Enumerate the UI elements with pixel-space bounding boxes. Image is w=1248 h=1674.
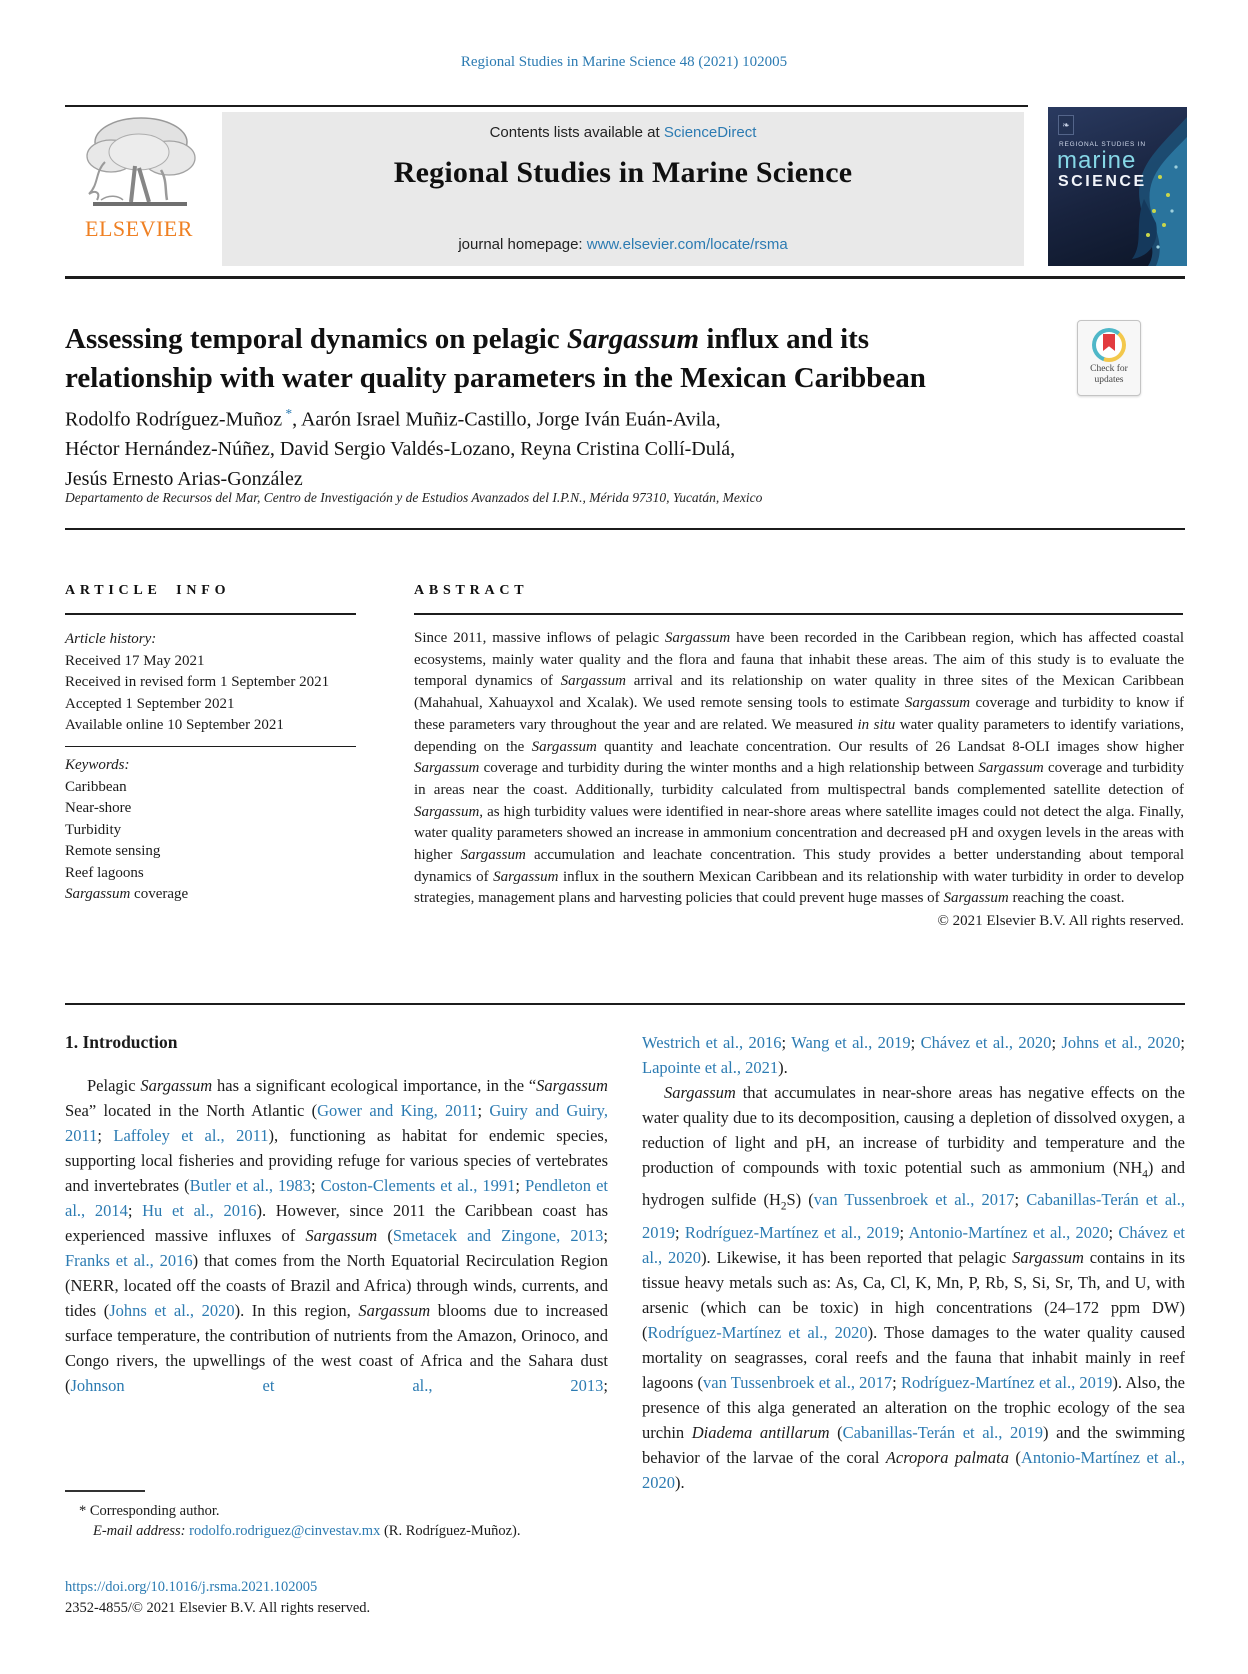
- inline-link[interactable]: Antonio-Martínez et al., 2020: [908, 1222, 1109, 1242]
- inline-link[interactable]: Rodríguez-Martínez et al., 2020: [647, 1322, 868, 1342]
- abstract-block: [414, 628, 1184, 933]
- abstract-bottom-rule: [65, 1003, 1185, 1005]
- inline-link[interactable]: van Tussenbroek et al., 2017: [703, 1372, 893, 1392]
- info-divider-rule: [65, 746, 356, 748]
- body-columns: [65, 1030, 1185, 1495]
- bottom-identifiers: [65, 1577, 665, 1619]
- inline-link[interactable]: Rodríguez-Martínez et al., 2019: [900, 1372, 1113, 1392]
- inline-link[interactable]: Cabanillas-Terán et al., 2019: [842, 1422, 1044, 1442]
- article-history-label: Article history:: [65, 631, 157, 647]
- inline-link[interactable]: Rodríguez-Martínez et al., 2019: [684, 1222, 900, 1242]
- keyword-item: Turbidity: [65, 821, 122, 838]
- inline-link[interactable]: Johns et al., 2020: [1061, 1033, 1181, 1052]
- journal-cover-thumbnail: [1048, 107, 1187, 266]
- keywords-list: [65, 777, 380, 906]
- article-info-heading: ARTICLE INFO: [65, 583, 231, 598]
- inline-link[interactable]: Smetacek and Zingone, 2013: [392, 1226, 604, 1245]
- abstract-copyright: © 2021 Elsevier B.V. All rights reserved.: [937, 913, 1184, 930]
- inline-link[interactable]: Johnson et al., 2013: [70, 1376, 604, 1395]
- masthead-top-rule: [65, 105, 1028, 107]
- inline-link[interactable]: *: [282, 406, 293, 421]
- footnote-block: [65, 1490, 608, 1541]
- sciencedirect-link[interactable]: ScienceDirect: [663, 124, 757, 141]
- contents-line: [222, 124, 1024, 141]
- inline-link[interactable]: Antonio-Martínez et al., 2020: [642, 1447, 1186, 1492]
- title-section-rule: [65, 528, 1185, 530]
- inline-link[interactable]: Wang et al., 2019: [791, 1033, 911, 1052]
- cover-title-marine: marine: [1057, 147, 1137, 174]
- inline-link[interactable]: Coston-Clements et al., 1991: [320, 1176, 516, 1195]
- cover-kicker: REGIONAL STUDIES IN: [1059, 141, 1146, 148]
- inline-link[interactable]: Johns et al., 2020: [109, 1301, 235, 1320]
- affiliation: Departamento de Recursos del Mar, Centro de Investigación y de Estudios Avanzados del I.P.N., Mérida 97310, Yucatán, Mexico: [65, 490, 763, 505]
- author-list: Rodolfo Rodríguez-Muñoz *, Aarón Israel Muñiz-Castillo, Jorge Iván Euán-Avila, Héctor Hernández-Núñez, David Sergio Valdés-Lozano, Reyna Cristina Collí-Dulá, Jesús Ernesto Arias-González: [65, 406, 736, 490]
- article-history-item: Received 17 May 2021: [65, 652, 205, 669]
- footnote-rule: [65, 1490, 145, 1492]
- corresponding-author-note: * Corresponding author.: [79, 1502, 220, 1519]
- inline-link[interactable]: Gower and King, 2011: [317, 1101, 478, 1120]
- section-heading-introduction: 1. Introduction: [65, 1032, 178, 1052]
- article-history-item: Received in revised form 1 September 2021: [65, 674, 330, 690]
- abstract-text: Since 2011, massive inflows of pelagic Sargassum have been recorded in the Caribbean region, which has affected coastal ecosystems, mainly water quality and the flora and fauna that inhabit these areas. The aim of this study is to evaluate the temporal dynamics of Sargassum arrival and its relationship on water quality in three sites of the Mexican Caribbean (Mahahual, Xahuayxol and Xcalak). We used remote sensing tools to estimate Sargassum coverage and turbidity to know if these parameters vary throughout the year and are related. We measured in situ water quality parameters to identify variations, depending on the Sargassum quantity and leachate concentration. Our results of 26 Landsat 8-OLI images show higher Sargassum coverage and turbidity during the winter months and a high relationship between Sargassum coverage and turbidity in areas near the coast. Additionally, turbidity calculated from multispectral bands complemented satellite detection of Sargassum, as high turbidity values were identified in near-shore areas where satellite images could not detect the alga. Finally, water quality parameters showed an increase in ammonium concentration and decreased pH and oxygen levels in the areas with higher Sargassum accumulation and leachate concentration. This study provides a better understanding about temporal dynamics of Sargassum influx in the southern Mexican Caribbean and its relationship with water turbidity in order to develop strategies, management plans and harvesting policies that could prevent huge masses of Sargassum reaching the coast.: [414, 630, 1185, 907]
- inline-link[interactable]: Guiry and Guiry, 2011: [65, 1101, 608, 1145]
- homepage-line: [222, 236, 1024, 253]
- masthead-bottom-rule: [65, 276, 1185, 279]
- email-address-line: E-mail address: rodolfo.rodriguez@cinvestav.mx (R. Rodríguez-Muñoz).: [93, 1522, 521, 1539]
- inline-link[interactable]: van Tussenbroek et al., 2017: [813, 1190, 1015, 1210]
- journal-homepage-link[interactable]: www.elsevier.com/locate/rsma: [586, 236, 788, 253]
- elsevier-tree-icon: [65, 112, 213, 214]
- keywords-label: Keywords:: [65, 757, 130, 773]
- inline-link[interactable]: Laffoley et al., 2011: [113, 1126, 269, 1145]
- article-history-item: Available online 10 September 2021: [65, 717, 284, 733]
- check-for-updates-badge[interactable]: [1077, 320, 1141, 396]
- inline-link[interactable]: Chávez et al., 2020: [920, 1033, 1052, 1052]
- doi-link[interactable]: https://doi.org/10.1016/j.rsma.2021.102005: [65, 1579, 318, 1595]
- body-left-column: [65, 1030, 608, 1495]
- abstract-heading: ABSTRACT: [414, 583, 529, 598]
- keyword-item: Caribbean: [65, 778, 127, 795]
- keyword-item: Remote sensing: [65, 843, 161, 859]
- running-head-citation: Regional Studies in Marine Science 48 (2021) 102005: [460, 54, 788, 70]
- article-history-item: Accepted 1 September 2021: [65, 695, 235, 712]
- keyword-item: Near-shore: [65, 800, 132, 816]
- cover-title-science: SCIENCE: [1058, 173, 1147, 190]
- article-history-list: [65, 651, 380, 737]
- inline-link[interactable]: Pendleton et al., 2014: [65, 1176, 608, 1220]
- journal-title: Regional Studies in Marine Science: [393, 156, 853, 189]
- keyword-item: Reef lagoons: [65, 864, 144, 881]
- inline-link[interactable]: Franks et al., 2016: [65, 1251, 193, 1270]
- inline-link[interactable]: Chávez et al., 2020: [642, 1222, 1185, 1267]
- inline-link[interactable]: Hu et al., 2016: [142, 1201, 257, 1220]
- keyword-item: Sargassum coverage: [65, 886, 189, 902]
- article-info-block: [65, 629, 380, 906]
- inline-link[interactable]: Lapointe et al., 2021: [642, 1058, 779, 1077]
- crossmark-icon: [1092, 328, 1126, 362]
- issn-copyright-line: 2352-4855/© 2021 Elsevier B.V. All rights reserved.: [65, 1600, 371, 1616]
- cover-publisher-mark-icon: ❧: [1058, 115, 1074, 135]
- intro-paragraph-2: Sargassum that accumulates in near-shore areas has negative effects on the water quality due to its decomposition, causing a depletion of dissolved oxygen, a reduction of light and pH, an increase of turbidity and temperature and the production of compounds with toxic potential such as ammonium $(NH_4)$ and hydrogen sulfide $(H_2S)$ (van Tussenbroek et al., 2017; Cabanillas-Terán et al., 2019; Rodríguez-Martínez et al., 2019; Antonio-Martínez et al., 2020; Chávez et al., 2020). Likewise, it has been reported that pelagic Sargassum contains in its tissue heavy metals such as: As, Ca, Cl, K, Mn, P, Rb, S, Si, Sr, Th, and U, with arsenic (which can be toxic) in high concentrations (24–172 ppm DW) (Rodríguez-Martínez et al., 2020). Those damages to the water quality caused mortality on seagrasses, coral reefs and the fauna that inhabit mainly in reef lagoons (van Tussenbroek et al., 2017; Rodríguez-Martínez et al., 2019). Also, the presence of this alga generated an alteration on the trophic ecology of the sea urchin Diadema antillarum (Cabanillas-Terán et al., 2019) and the swimming behavior of the larvae of the coral Acropora palmata (Antonio-Martínez et al., 2020).: [642, 1083, 1186, 1492]
- inline-link[interactable]: Butler et al., 1983: [189, 1176, 312, 1195]
- homepage-prefix: journal homepage:: [458, 236, 587, 253]
- abstract-rule: [414, 613, 1183, 615]
- contents-prefix: Contents lists available at: [489, 124, 664, 141]
- body-right-column: [642, 1030, 1185, 1495]
- article-title: Assessing temporal dynamics on pelagic Sargassum influx and its relationship with water quality parameters in the Mexican Caribbean: [65, 323, 926, 395]
- intro-paragraph-left: Pelagic Sargassum has a significant ecological importance, in the “Sargassum Sea” located in the North Atlantic (Gower and King, 2011; Guiry and Guiry, 2011; Laffoley et al., 2011), functioning as habitat for endemic species, supporting local fisheries and providing refuge for various species of vertebrates and invertebrates (Butler et al., 1983; Coston-Clements et al., 1991; Pendleton et al., 2014; Hu et al., 2016). However, since 2011 the Caribbean coast has experienced massive influxes of Sargassum (Smetacek and Zingone, 2013; Franks et al., 2016) that comes from the North Equatorial Recirculation Region (NERR, located off the coasts of Brazil and Africa) through winds, currents, and tides (Johns et al., 2020). In this region, Sargassum blooms due to increased surface temperature, the contribution of nutrients from the Amazon, Orinoco, and Congo rivers, the upwellings of the west coast of Africa and the Sahara dust (Johnson et al., 2013;: [65, 1076, 608, 1395]
- article-info-rule: [65, 613, 356, 615]
- journal-masthead-box: [222, 112, 1024, 266]
- inline-link[interactable]: Cabanillas-Terán et al., 2019: [642, 1190, 1186, 1242]
- intro-paragraph-continuation: Westrich et al., 2016; Wang et al., 2019; Chávez et al., 2020; Johns et al., 2020; Lapointe et al., 2021).: [642, 1033, 1185, 1077]
- inline-link[interactable]: rodolfo.rodriguez@cinvestav.mx: [189, 1522, 381, 1539]
- badge-caption: Check for updates: [1090, 364, 1128, 385]
- elsevier-logo: [65, 112, 213, 266]
- inline-link[interactable]: Westrich et al., 2016: [642, 1033, 782, 1052]
- elsevier-wordmark: ELSEVIER: [85, 216, 193, 241]
